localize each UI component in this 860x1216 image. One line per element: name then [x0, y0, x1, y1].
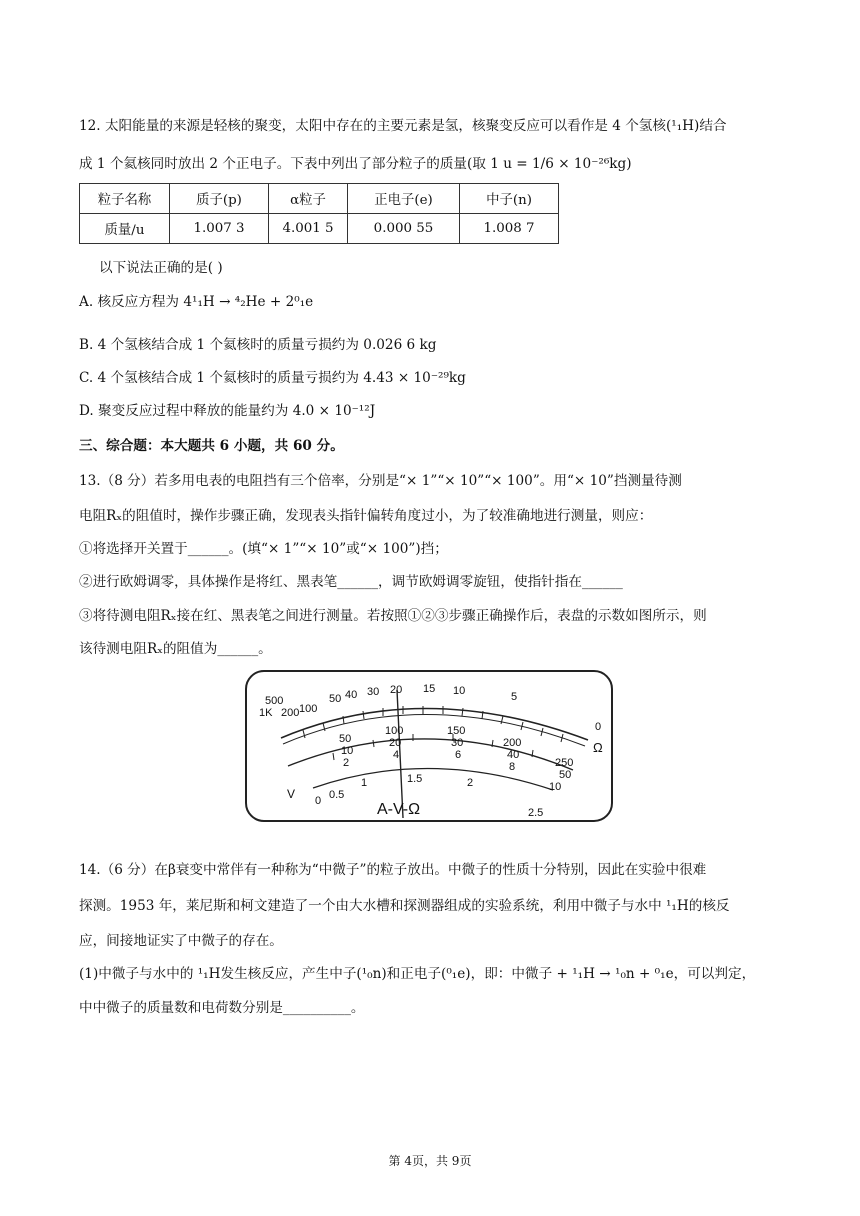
q13-line2: 电阻Rₓ的阻值时，操作步骤正确，发现表头指针偏转角度过小，为了较准确地进行测量，则应：	[79, 508, 653, 524]
table-cell: 4.001 5	[269, 214, 348, 244]
q12-option-a: A. 核反应方程为 4¹₁H → ⁴₂He + 2⁰₁e	[79, 294, 314, 310]
table-row	[80, 184, 559, 214]
ohm-label: 200	[281, 707, 300, 719]
dc-scale-label: 40	[507, 749, 520, 761]
table-cell: 中子(n)	[460, 184, 559, 214]
dc-scale-label: 20	[389, 737, 402, 749]
table-cell: 0.000 55	[348, 214, 460, 244]
ohm-label: 100	[299, 703, 318, 715]
v-symbol: V	[287, 787, 296, 801]
q13-step3-line1: ③将待测电阻Rₓ接在红、黑表笔之间进行测量。若按照①②③步骤正确操作后，表盘的示数如图所示，则	[79, 608, 707, 624]
dc-scale-label: 50	[559, 769, 572, 781]
ac-scale-label: 1.5	[407, 773, 423, 785]
table-cell: 粒子名称	[80, 184, 170, 214]
table-cell: 质子(p)	[170, 184, 269, 214]
q14-line2: 探测。1953 年，莱尼斯和柯文建造了一个由大水槽和探测器组成的实验系统，利用中微子与水中 ¹₁H的核反	[79, 898, 730, 914]
q13-step3-line2: 该待测电阻Rₓ的阻值为______。	[79, 641, 272, 657]
ohm-symbol: Ω	[593, 740, 603, 755]
q13-step2: ②进行欧姆调零，具体操作是将红、黑表笔______，调节欧姆调零旋钮，使指针指在______	[79, 574, 623, 590]
ac-scale-label: 2	[467, 777, 474, 789]
q13-step1: ①将选择开关置于______。(填“× 1”“× 10”或“× 100”)挡；	[79, 541, 448, 557]
dc-scale-label: 6	[455, 749, 462, 761]
ac-scale-label: 0	[315, 795, 322, 807]
ohm-label: 30	[367, 686, 380, 698]
dc-scale-label: 250	[555, 757, 574, 769]
table-cell: 正电子(e)	[348, 184, 460, 214]
dc-scale-label: 50	[339, 733, 352, 745]
dc-scale-label: 4	[393, 749, 400, 761]
dc-scale-label: 10	[341, 745, 354, 757]
ac-scale-label: 1	[361, 777, 368, 789]
table-cell: 1.008 7	[460, 214, 559, 244]
dc-scale-label: 8	[509, 761, 516, 773]
dc-scale-label: 10	[549, 781, 562, 793]
ac-scale-label: 2.5	[528, 807, 544, 819]
dc-scale-label: 100	[385, 725, 404, 737]
ohm-label: 10	[453, 685, 466, 697]
dc-scale-label: 200	[503, 737, 522, 749]
q12-prompt: 以下说法正确的是( )	[99, 260, 223, 276]
ohm-label: 40	[345, 689, 358, 701]
multimeter-dial-figure	[243, 668, 615, 824]
meter-caption: A-V-Ω	[377, 801, 421, 818]
q12-line2: 成 1 个氦核同时放出 2 个正电子。下表中列出了部分粒子的质量(取 1 u = 1/6 × 10⁻²⁶kg)	[79, 156, 632, 172]
ohm-label: 15	[423, 683, 436, 695]
ohm-label: 20	[390, 684, 403, 696]
q14-part1-line1: (1)中微子与水中的 ¹₁H发生核反应，产生中子(¹₀n)和正电子(⁰₁e)，即：中微子 + ¹₁H → ¹₀n + ⁰₁e，可以判定，	[79, 966, 756, 982]
q12-option-b: B. 4 个氢核结合成 1 个氦核时的质量亏损约为 0.026 6 kg	[79, 337, 437, 353]
q12-option-d: D. 聚变反应过程中释放的能量约为 4.0 × 10⁻¹²J	[79, 403, 376, 419]
q12-option-c: C. 4 个氢核结合成 1 个氦核时的质量亏损约为 4.43 × 10⁻²⁹kg	[79, 370, 466, 386]
ohm-label: 1K	[259, 707, 273, 719]
page-footer: 第 4页，共 9页	[388, 1154, 472, 1168]
dc-scale-label: 30	[451, 737, 464, 749]
ohm-label: 0	[595, 721, 602, 733]
ohm-label: 500	[265, 695, 284, 707]
q13-line1: 13.（8 分）若多用电表的电阻挡有三个倍率，分别是“× 1”“× 10”“× 100”。用“× 10”挡测量待测	[79, 473, 682, 489]
ohm-label: 50	[329, 693, 342, 705]
ac-scale-label: 0.5	[329, 789, 345, 801]
q14-line3: 应，间接地证实了中微子的存在。	[79, 933, 283, 949]
table-cell: α粒子	[269, 184, 348, 214]
table-row	[80, 214, 559, 244]
ohm-label: 5	[511, 691, 518, 703]
q12-line1: 12. 太阳能量的来源是轻核的聚变，太阳中存在的主要元素是氢，核聚变反应可以看作是 4 个氢核(¹₁H)结合	[79, 118, 727, 134]
section-heading: 三、综合题：本大题共 6 小题，共 60 分。	[79, 438, 344, 454]
dc-scale-label: 150	[447, 725, 466, 737]
q14-line1: 14.（6 分）在β衰变中常伴有一种称为“中微子”的粒子放出。中微子的性质十分特别，因此在实验中很难	[79, 862, 707, 878]
q14-part1-line2: 中中微子的质量数和电荷数分别是__________。	[79, 1000, 365, 1016]
particle-mass-table	[79, 183, 559, 244]
table-cell: 质量/u	[80, 214, 170, 244]
table-cell: 1.007 3	[170, 214, 269, 244]
dc-scale-label: 2	[343, 757, 350, 769]
